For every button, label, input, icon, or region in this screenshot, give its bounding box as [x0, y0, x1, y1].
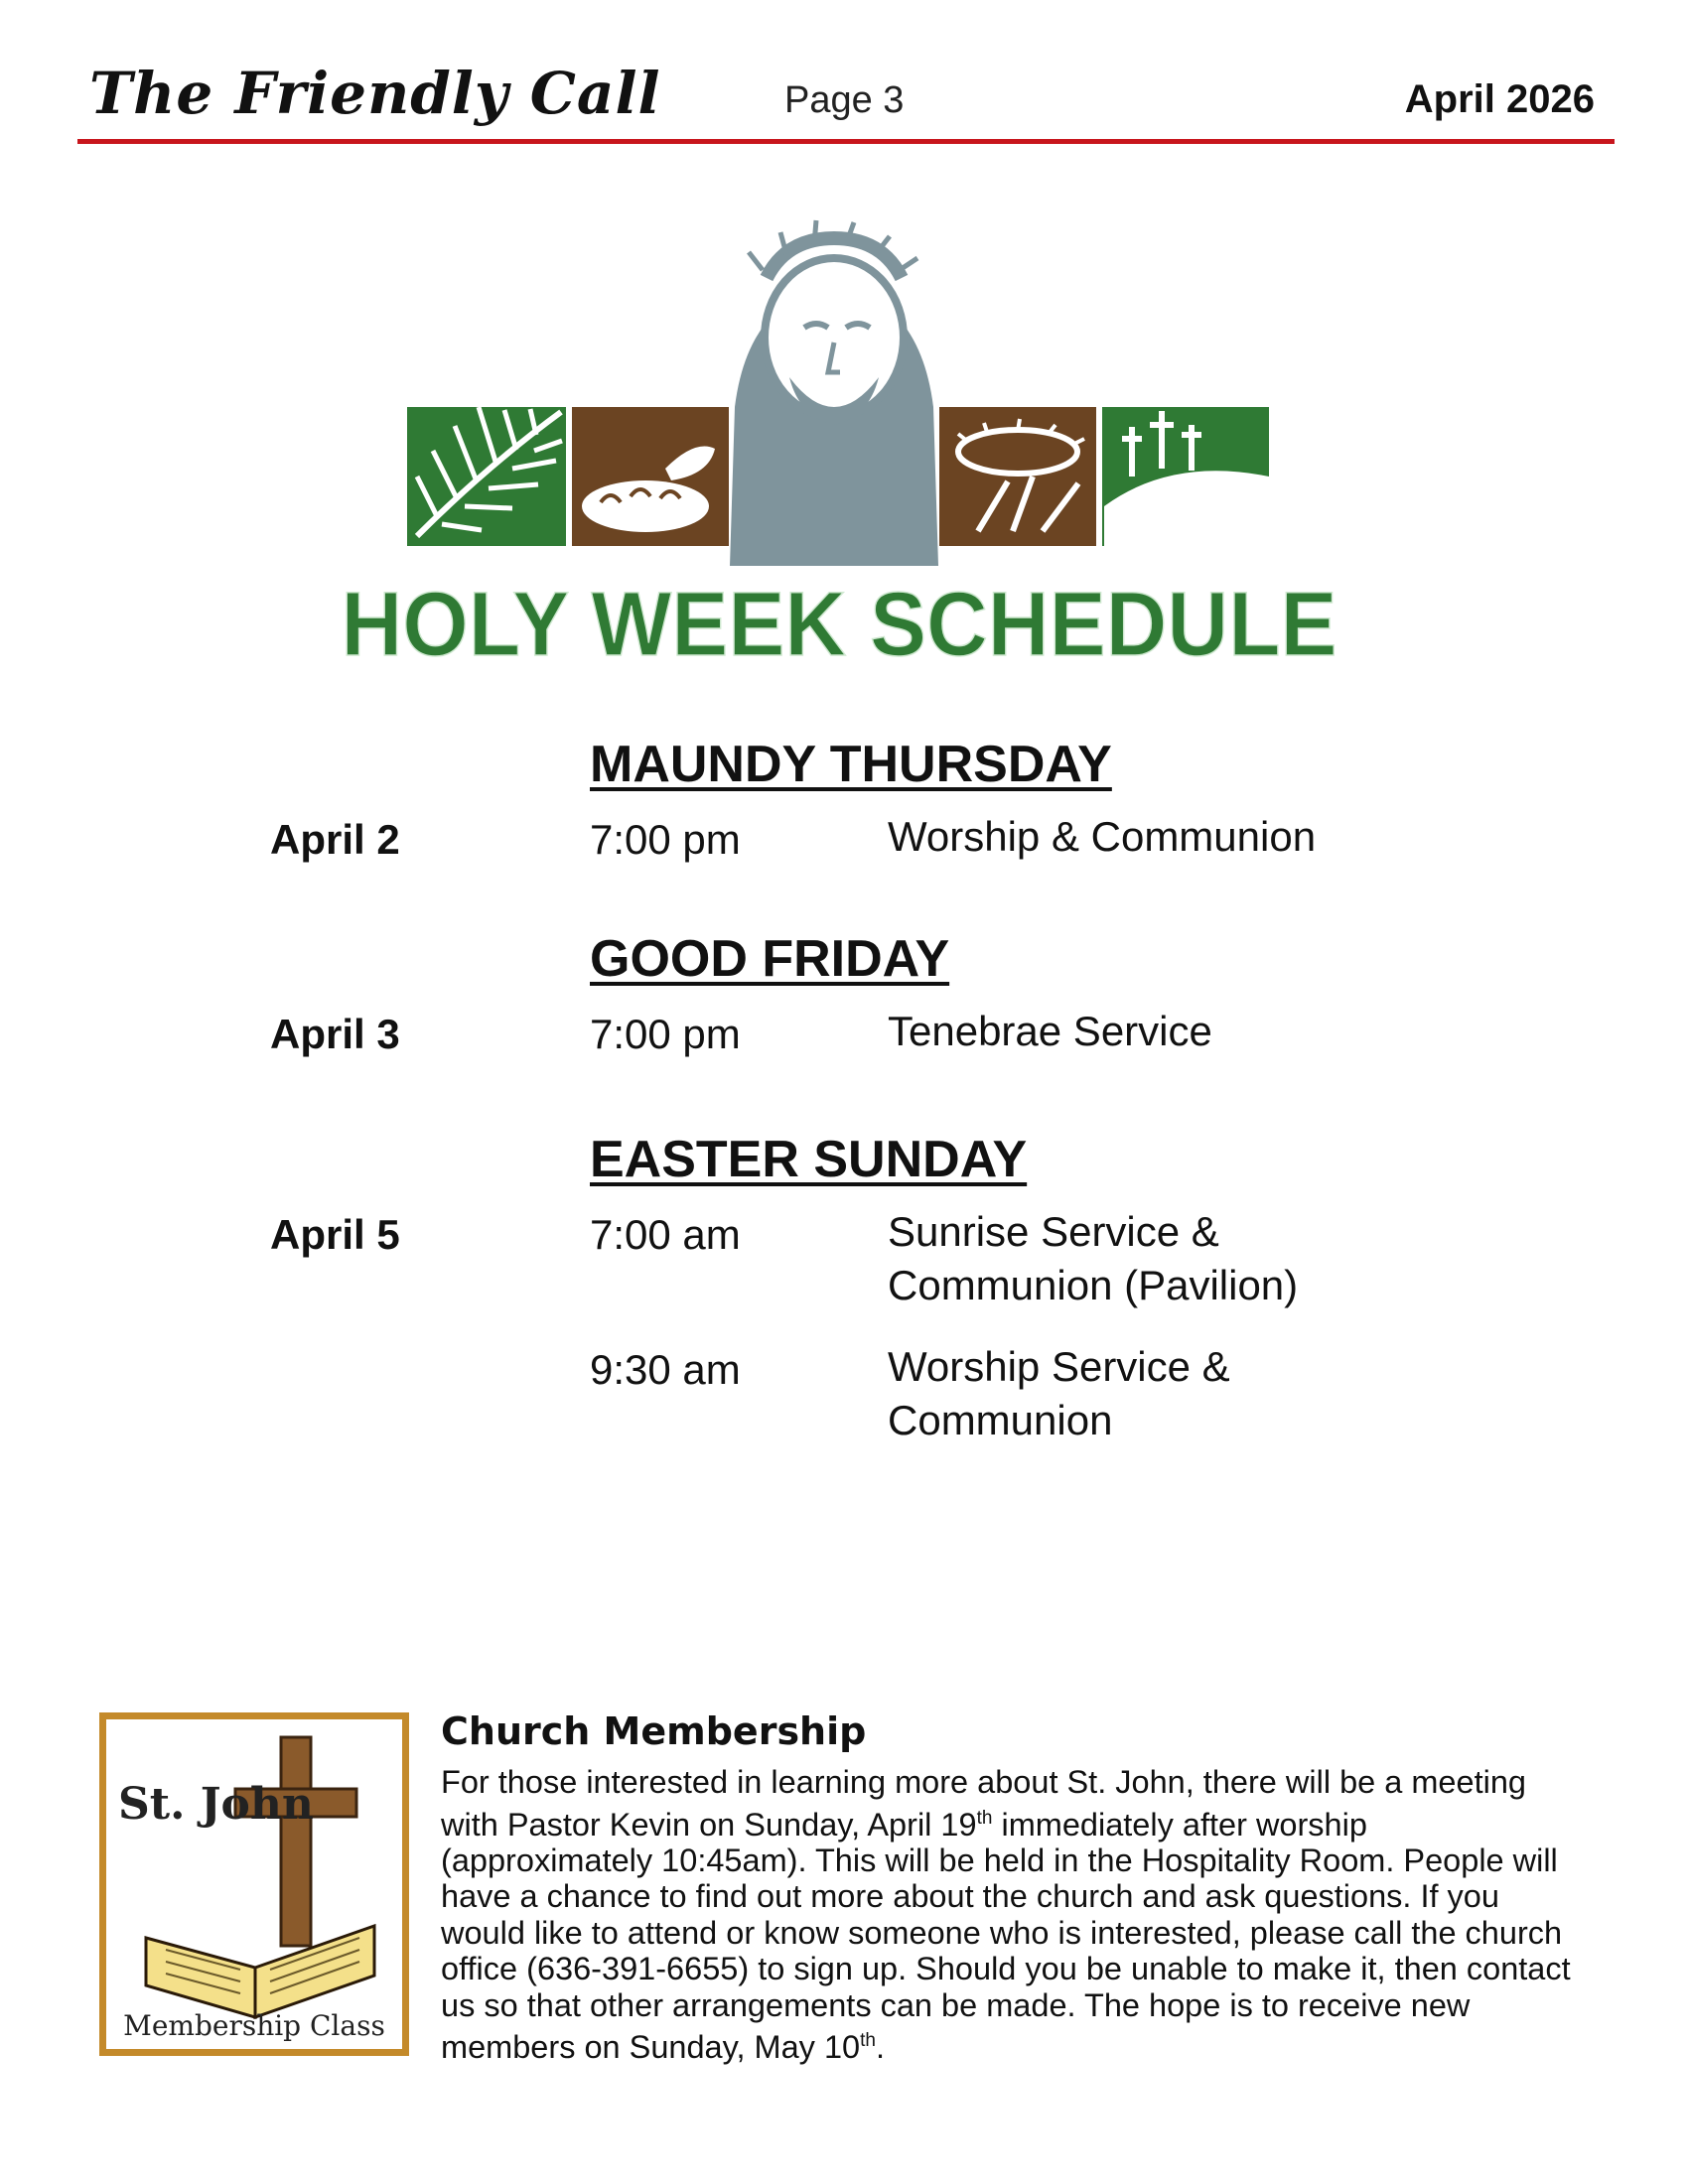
service-description-line: Tenebrae Service	[888, 1008, 1212, 1054]
service-description-line: Communion	[888, 1397, 1113, 1443]
membership-class-image	[99, 1712, 409, 2056]
wooden-cross-icon	[235, 1737, 356, 1946]
banner-title: HOLY WEEK SCHEDULE	[341, 573, 1337, 675]
service-time: 7:00 am	[590, 1211, 741, 1258]
service-time: 7:00 pm	[590, 1011, 741, 1057]
newsletter-header	[77, 60, 1615, 143]
service-description	[888, 1005, 1404, 1058]
membership-body-text: .	[875, 2029, 885, 2066]
issue-date: April 2026	[1404, 77, 1595, 121]
holy-week-banner	[341, 208, 1337, 675]
holy-week-banner-graphic	[341, 208, 1337, 675]
day-date: April 5	[270, 1211, 400, 1258]
three-crosses-hill-icon	[1102, 407, 1269, 546]
service-time: 7:00 pm	[590, 816, 741, 863]
day-date: April 3	[270, 1011, 400, 1057]
masthead-title: The Friendly Call	[89, 60, 661, 127]
membership-body-text: immediately after worship (approximately 10:45am). This will be held in the Hospitality Room. People will have a chance to find out more about the church and ask questions. If you would like to attend or know someone who is interested, please call the church office (636-391-6655) to sign up. Should you be unable to make it, then contact us so that other arrangements can be made. The hope is to receive new members on Sunday, May 10	[441, 1806, 1571, 2066]
service-description-line: Communion (Pavilion)	[888, 1262, 1299, 1308]
membership-body	[441, 1764, 1583, 2066]
service-description	[888, 1340, 1404, 1447]
service-description	[888, 1205, 1404, 1312]
jesus-thorn-crown-illustration	[730, 220, 938, 566]
service-time: 9:30 am	[590, 1346, 741, 1393]
membership-heading: Church Membership	[441, 1709, 867, 1753]
crown-of-thorns-nails-icon	[939, 407, 1096, 546]
palm-branch-icon	[407, 407, 566, 546]
service-description	[888, 810, 1404, 864]
membership-class-illustration	[106, 1719, 402, 2049]
day-date: April 2	[270, 816, 400, 863]
page-number: Page 3	[784, 79, 905, 121]
membership-body-text: For those interested in learning more about St. John, there will be a meeting with Pastor Kevin on Sunday, April 19	[441, 1764, 1526, 1843]
ordinal-suffix: th	[860, 2030, 876, 2052]
header-divider	[77, 139, 1615, 144]
image-top-text: St. John	[118, 1779, 314, 1830]
day-title-easter-sunday: EASTER SUNDAY	[590, 1131, 1028, 1188]
day-title-maundy-thursday: MAUNDY THURSDAY	[590, 736, 1112, 793]
service-description-line: Worship & Communion	[888, 813, 1317, 860]
image-bottom-text: Membership Class	[123, 2009, 385, 2042]
ordinal-suffix: th	[976, 1807, 993, 1829]
bread-icon	[572, 407, 729, 546]
service-description-line: Worship Service &	[888, 1343, 1230, 1390]
open-bible-icon	[146, 1926, 374, 2017]
service-description-line: Sunrise Service &	[888, 1208, 1219, 1255]
day-title-good-friday: GOOD FRIDAY	[590, 930, 950, 988]
